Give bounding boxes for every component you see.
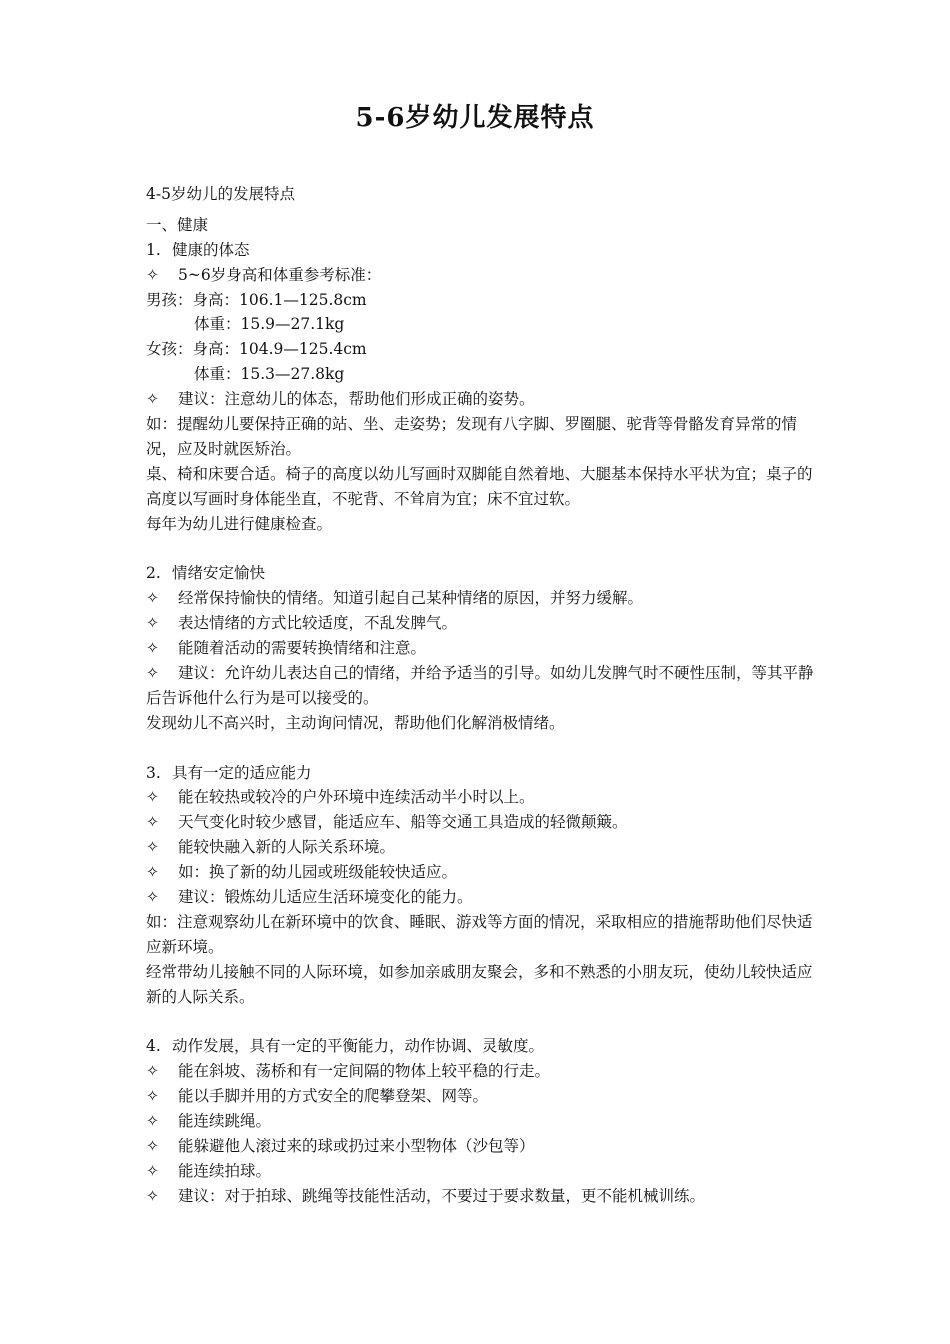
bullet-line	[146, 586, 826, 611]
item-number: 3.	[146, 763, 161, 782]
item-number: 4.	[146, 1037, 161, 1056]
bullet-line	[146, 1109, 826, 1134]
diamond-bullet-icon: ✧	[146, 663, 159, 682]
diamond-bullet-icon: ✧	[146, 589, 159, 608]
bullet-text: 建议：对于拍球、跳绳等技能性活动，不要过于要求数量，更不能机械训练。	[178, 1186, 706, 1205]
bullet-text: 能连续跳绳。	[178, 1112, 272, 1131]
bullet-text: 能躲避他人滚过来的球或扔过来小型物体（沙包等）	[178, 1137, 535, 1155]
diamond-bullet-icon: ✧	[146, 1062, 159, 1081]
bullet-line	[146, 387, 826, 412]
text-line: 体重：15.9—27.1kg	[194, 315, 345, 334]
text-line: 体重：15.3—27.8kg	[194, 365, 345, 384]
text-line: 女孩：身高：104.9—125.4cm	[146, 340, 367, 359]
bullet-text: 表达情绪的方式比较适度，不乱发脾气。	[178, 614, 458, 633]
bullet-line	[146, 1159, 826, 1184]
bullet-line	[146, 263, 826, 288]
bullet-line	[146, 611, 826, 636]
bullet-line	[146, 785, 826, 810]
item-heading-text: 动作发展，具有一定的平衡能力，动作协调、灵敏度。	[172, 1037, 545, 1056]
item-number: 1.	[146, 240, 161, 259]
paragraph: 每年为幼儿进行健康检查。	[146, 514, 333, 533]
bullet-text: 天气变化时较少感冒，能适应车、船等交通工具造成的轻微颠簸。	[178, 813, 628, 832]
bullet-line	[146, 1059, 826, 1084]
spacer	[146, 1010, 826, 1035]
diamond-bullet-icon: ✧	[146, 614, 159, 633]
bullet-text: 如：换了新的幼儿园或班级能较快适应。	[178, 863, 458, 882]
bullet-line	[146, 661, 826, 711]
paragraph: 经常带幼儿接触不同的人际环境，如参加亲戚朋友聚会，多和不熟悉的小朋友玩，使幼儿较快适应新的人际关系。	[146, 962, 813, 1006]
diamond-bullet-icon: ✧	[146, 1137, 159, 1155]
bullet-text: 建议：注意幼儿的体态，帮助他们形成正确的姿势。	[178, 390, 535, 409]
bullet-text: 建议：允许幼儿表达自己的情绪，并给予适当的引导。如幼儿发脾气时不硬性压制，等其平静后告诉他什么行为是可以接受的。	[146, 663, 814, 707]
item-heading-text: 健康的体态	[172, 240, 250, 259]
item-heading-1	[146, 238, 826, 263]
item-heading-3	[146, 761, 826, 786]
diamond-bullet-icon: ✧	[146, 1161, 159, 1180]
bullet-line	[146, 835, 826, 860]
bullet-text: 经常保持愉快的情绪。知道引起自己某种情绪的原因，并努力缓解。	[178, 589, 644, 608]
section-heading: 一、健康	[146, 215, 209, 234]
spacer	[146, 736, 826, 761]
bullet-text: 能连续拍球。	[178, 1161, 272, 1180]
bullet-line	[146, 885, 826, 910]
bullet-line	[146, 1134, 826, 1159]
diamond-bullet-icon: ✧	[146, 888, 159, 907]
document-title: 5-6岁幼儿发展特点	[355, 103, 595, 133]
subtitle: 4-5岁幼儿的发展特点	[146, 185, 295, 203]
bullet-line	[146, 1184, 826, 1209]
item-heading-4	[146, 1034, 826, 1059]
diamond-bullet-icon: ✧	[146, 1186, 159, 1205]
bullet-text: 能在较热或较冷的户外环境中连续活动半小时以上。	[178, 788, 535, 807]
paragraph: 如：提醒幼儿要保持正确的站、坐、走姿势；发现有八字脚、罗圈腿、驼背等骨骼发育异常的情况，应及时就医矫治。	[146, 415, 798, 458]
paragraph: 如：注意观察幼儿在新环境中的饮食、睡眠、游戏等方面的情况，采取相应的措施帮助他们尽快适应新环境。	[146, 912, 813, 956]
bullet-text: 能较快融入新的人际关系环境。	[178, 838, 396, 857]
item-heading-text: 具有一定的适应能力	[172, 763, 312, 782]
bullet-text: 能以手脚并用的方式安全的爬攀登架、网等。	[178, 1087, 489, 1106]
spacer	[146, 537, 826, 562]
item-heading-text: 情绪安定愉快	[172, 564, 266, 583]
bullet-line	[146, 1084, 826, 1109]
bullet-line	[146, 636, 826, 661]
bullet-line	[146, 860, 826, 885]
paragraph: 发现幼儿不高兴时，主动询问情况，帮助他们化解消极情绪。	[146, 713, 565, 732]
diamond-bullet-icon: ✧	[146, 265, 159, 284]
item-heading-2	[146, 561, 826, 586]
paragraph: 桌、椅和床要合适。椅子的高度以幼儿写画时双脚能自然着地、大腿基本保持水平状为宜；桌子的高度以写画时身体能坐直，不驼背、不耸肩为宜；床不宜过软。	[146, 464, 813, 508]
diamond-bullet-icon: ✧	[146, 788, 159, 807]
text-line: 男孩：身高：106.1—125.8cm	[146, 290, 367, 309]
diamond-bullet-icon: ✧	[146, 838, 159, 857]
document-body	[146, 182, 826, 1209]
bullet-text: 5~6岁身高和体重参考标准：	[178, 265, 382, 284]
diamond-bullet-icon: ✧	[146, 863, 159, 882]
bullet-text: 能在斜坡、荡桥和有一定间隔的物体上较平稳的行走。	[178, 1062, 551, 1081]
diamond-bullet-icon: ✧	[146, 1112, 159, 1131]
item-number: 2.	[146, 564, 161, 583]
diamond-bullet-icon: ✧	[146, 813, 159, 832]
diamond-bullet-icon: ✧	[146, 1087, 159, 1106]
diamond-bullet-icon: ✧	[146, 390, 159, 409]
diamond-bullet-icon: ✧	[146, 639, 159, 658]
bullet-text: 建议：锻炼幼儿适应生活环境变化的能力。	[178, 888, 473, 907]
bullet-line	[146, 810, 826, 835]
bullet-text: 能随着活动的需要转换情绪和注意。	[178, 639, 427, 658]
